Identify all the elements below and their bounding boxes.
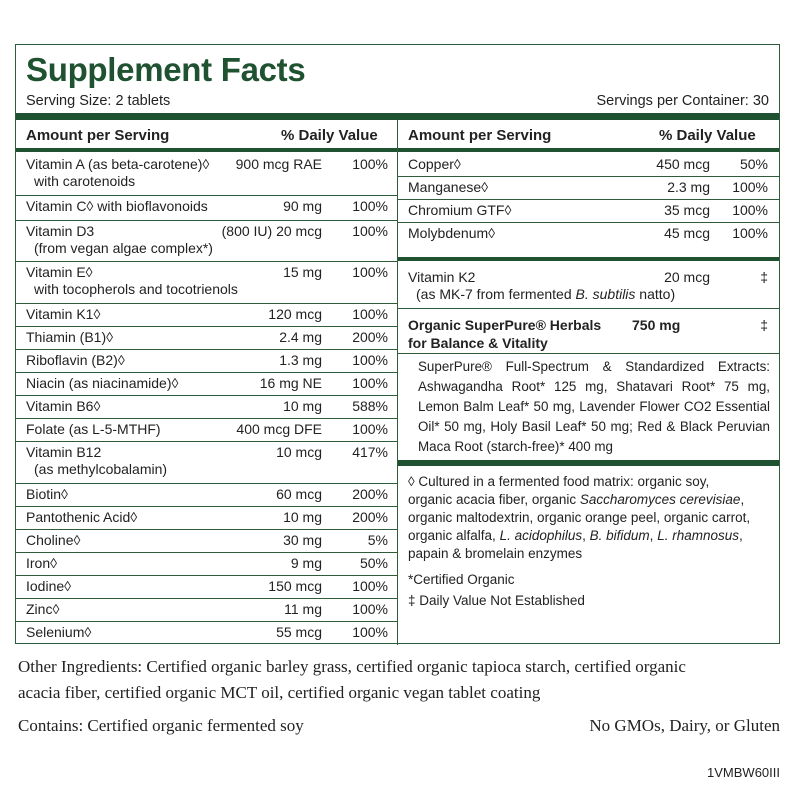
nutrient-name: Thiamin (B1)◊	[26, 329, 114, 345]
servings-per-container: Servings per Container: 30	[596, 93, 769, 109]
nutrient-daily-value: 588%	[352, 398, 388, 414]
cultured-footnote: ◊ Cultured in a fermented food matrix: organic soy, organic acacia fiber, organic Saccharomyces cerevisiae, organic maltodextrin, organic orange peel, organic carrot, organic alfalfa, L. acidophilus, B. bifidum, L. rhamnosus, papain & bromelain enzymes	[408, 474, 751, 561]
nutrient-amount: 55 mcg	[276, 624, 322, 640]
nutrient-note: (from vegan algae complex*)	[34, 240, 213, 256]
nutrient-daily-value: 100%	[352, 264, 388, 280]
nutrient-amount: (800 IU) 20 mcg	[221, 223, 322, 239]
mineral-name: Copper◊	[408, 156, 461, 172]
nutrient-amount: 1.3 mg	[279, 352, 322, 368]
herbal-extracts: SuperPure® Full-Spectrum & Standardized Extracts: Ashwagandha Root* 125 mg, Shatavari Root* 75 mg, Lemon Balm Leaf* 50 mg, Lavender Flower CO2 Essential Oil* 50 mg, Holy Basil Leaf* 50 mg; Red & Black Peruvian Maca Root (starch-free)* 400 mg	[418, 359, 770, 454]
nutrient-daily-value: 100%	[352, 156, 388, 172]
nutrient-amount: 15 mg	[283, 264, 322, 280]
right-amount-header: Amount per Serving	[408, 127, 552, 144]
serving-size: Serving Size: 2 tablets	[26, 93, 171, 109]
nutrient-row	[26, 156, 390, 196]
nutrient-daily-value: 417%	[352, 444, 388, 460]
nutrient-name: Vitamin B6◊	[26, 398, 101, 414]
mineral-amount: 35 mcg	[664, 202, 710, 218]
nutrient-daily-value: 5%	[367, 532, 388, 548]
row-rule	[16, 483, 397, 484]
nutrient-name: Selenium◊	[26, 624, 92, 640]
mineral-row	[408, 225, 770, 245]
mineral-daily-value: 100%	[732, 202, 768, 218]
nutrient-daily-value: 100%	[352, 624, 388, 640]
row-rule	[16, 261, 397, 262]
nutrient-row	[26, 264, 390, 304]
nutrient-name: Choline◊	[26, 532, 81, 548]
vitamin-k2-dv: ‡	[760, 269, 768, 285]
mineral-daily-value: 100%	[732, 179, 768, 195]
mineral-amount: 2.3 mg	[667, 179, 710, 195]
nutrient-row	[26, 624, 390, 644]
mineral-name: Molybdenum◊	[408, 225, 496, 241]
product-code: 1VMBW60III	[707, 765, 780, 780]
nutrient-daily-value: 100%	[352, 198, 388, 214]
row-rule	[398, 222, 779, 223]
nutrient-amount: 10 mcg	[276, 444, 322, 460]
dv-not-established-note: ‡ Daily Value Not Established	[408, 593, 585, 608]
nutrient-row	[26, 223, 390, 261]
mineral-row	[408, 156, 770, 176]
nutrient-daily-value: 100%	[352, 578, 388, 594]
other-ingredients-line2: acacia fiber, certified organic MCT oil, certified organic vegan tablet coating	[18, 683, 541, 702]
nutrient-daily-value: 100%	[352, 352, 388, 368]
nutrient-amount: 400 mcg DFE	[236, 421, 322, 437]
vitamin-k2-amount: 20 mcg	[664, 269, 710, 285]
nutrient-name: Iron◊	[26, 555, 58, 571]
mineral-daily-value: 100%	[732, 225, 768, 241]
row-rule	[16, 303, 397, 304]
left-dv-header: % Daily Value	[281, 127, 378, 144]
herbals-rule	[398, 353, 779, 354]
nutrient-row	[26, 198, 390, 220]
nutrient-daily-value: 200%	[352, 329, 388, 345]
row-rule	[16, 220, 397, 221]
herbals-amount: 750 mg	[632, 317, 681, 333]
nutrient-row	[26, 329, 390, 349]
nutrient-note: with tocopherols and tocotrienols	[34, 281, 238, 297]
mineral-daily-value: 50%	[739, 156, 768, 172]
row-rule	[16, 372, 397, 373]
herbals-title-line1: Organic SuperPure® Herbals	[408, 317, 602, 333]
row-rule	[16, 506, 397, 507]
herbals-row	[408, 317, 770, 357]
mineral-name: Manganese◊	[408, 179, 489, 195]
k2-top-rule	[398, 257, 779, 261]
nutrient-daily-value: 200%	[352, 486, 388, 502]
nutrient-amount: 11 mg	[284, 601, 322, 617]
nutrient-row	[26, 398, 390, 418]
nutrient-name: Vitamin B12	[26, 444, 102, 460]
nutrient-note: with carotenoids	[34, 173, 136, 189]
nutrient-amount: 16 mg NE	[259, 375, 322, 391]
herbals-dv: ‡	[760, 317, 768, 333]
nutrient-name: Vitamin E◊	[26, 264, 93, 280]
vitamin-k2-name: Vitamin K2	[408, 269, 476, 285]
nutrient-amount: 90 mg	[283, 198, 322, 214]
nutrient-name: Vitamin A (as beta-carotene)◊	[26, 156, 210, 172]
nutrient-amount: 30 mg	[283, 532, 322, 548]
nutrient-name: Vitamin K1◊	[26, 306, 101, 322]
nutrient-row	[26, 421, 390, 441]
nutrient-name: Vitamin D3	[26, 223, 95, 239]
row-rule	[16, 326, 397, 327]
nutrient-row	[26, 601, 390, 621]
nutrient-name: Pantothenic Acid◊	[26, 509, 138, 525]
nutrient-amount: 60 mcg	[276, 486, 322, 502]
row-rule	[16, 395, 397, 396]
mineral-row	[408, 179, 770, 199]
row-rule	[398, 199, 779, 200]
nutrient-daily-value: 200%	[352, 509, 388, 525]
row-rule	[398, 176, 779, 177]
mineral-name: Chromium GTF◊	[408, 202, 512, 218]
supplement-facts-panel	[15, 44, 780, 644]
contains-statement: Contains: Certified organic fermented soy	[18, 716, 304, 735]
row-rule	[16, 441, 397, 442]
nutrient-daily-value: 100%	[352, 601, 388, 617]
nutrient-name: Iodine◊	[26, 578, 72, 594]
nutrient-note: (as methylcobalamin)	[34, 461, 168, 477]
nutrient-name: Folate (as L-5-MTHF)	[26, 421, 161, 437]
nutrient-name: Zinc◊	[26, 601, 60, 617]
nutrient-daily-value: 100%	[352, 375, 388, 391]
nutrient-amount: 9 mg	[290, 555, 322, 571]
nutrient-name: Riboflavin (B2)◊	[26, 352, 125, 368]
row-rule	[16, 195, 397, 196]
nutrient-row	[26, 486, 390, 506]
row-rule	[16, 621, 397, 622]
vitamin-k2-source: (as MK-7 from fermented B. subtilis natto)	[416, 286, 676, 302]
nutrient-name: Niacin (as niacinamide)◊	[26, 375, 179, 391]
nutrient-daily-value: 50%	[359, 555, 388, 571]
nutrient-amount: 2.4 mg	[279, 329, 322, 345]
mineral-amount: 45 mcg	[664, 225, 710, 241]
nutrient-daily-value: 100%	[352, 306, 388, 322]
nutrient-row	[26, 444, 390, 484]
nutrient-row	[26, 375, 390, 395]
nutrient-daily-value: 100%	[352, 223, 388, 239]
right-dv-header: % Daily Value	[659, 127, 756, 144]
k2-bottom-rule	[398, 308, 779, 309]
free-from-statement: No GMOs, Dairy, or Gluten	[589, 716, 780, 735]
nutrient-name: Vitamin C◊ with bioflavonoids	[26, 198, 208, 214]
nutrient-amount: 150 mcg	[268, 578, 322, 594]
right-header-rule	[398, 148, 779, 152]
nutrient-daily-value: 100%	[352, 421, 388, 437]
row-rule	[16, 529, 397, 530]
row-rule	[16, 575, 397, 576]
panel-title: Supplement Facts	[26, 51, 306, 88]
nutrient-name: Biotin◊	[26, 486, 68, 502]
footnote-bar	[398, 460, 779, 466]
vitamin-k2-row	[408, 269, 770, 305]
mineral-amount: 450 mcg	[656, 156, 710, 172]
other-ingredients-line1: Other Ingredients: Certified organic barley grass, certified organic tapioca starch, certified organic	[18, 657, 686, 676]
nutrient-row	[26, 555, 390, 575]
herbals-title-line2: for Balance & Vitality	[408, 335, 548, 351]
nutrient-row	[26, 352, 390, 372]
row-rule	[16, 349, 397, 350]
nutrient-amount: 900 mcg RAE	[235, 156, 322, 172]
row-rule	[16, 598, 397, 599]
row-rule	[16, 552, 397, 553]
certified-organic-note: *Certified Organic	[408, 572, 515, 587]
nutrient-amount: 10 mg	[283, 509, 322, 525]
nutrient-row	[26, 532, 390, 552]
left-header-rule	[16, 148, 397, 152]
nutrient-amount: 10 mg	[283, 398, 322, 414]
header-bar	[16, 113, 779, 120]
nutrient-row	[26, 509, 390, 529]
mineral-row	[408, 202, 770, 222]
left-amount-header: Amount per Serving	[26, 127, 170, 144]
row-rule	[16, 418, 397, 419]
nutrient-amount: 120 mcg	[268, 306, 322, 322]
nutrient-row	[26, 306, 390, 326]
nutrient-row	[26, 578, 390, 598]
